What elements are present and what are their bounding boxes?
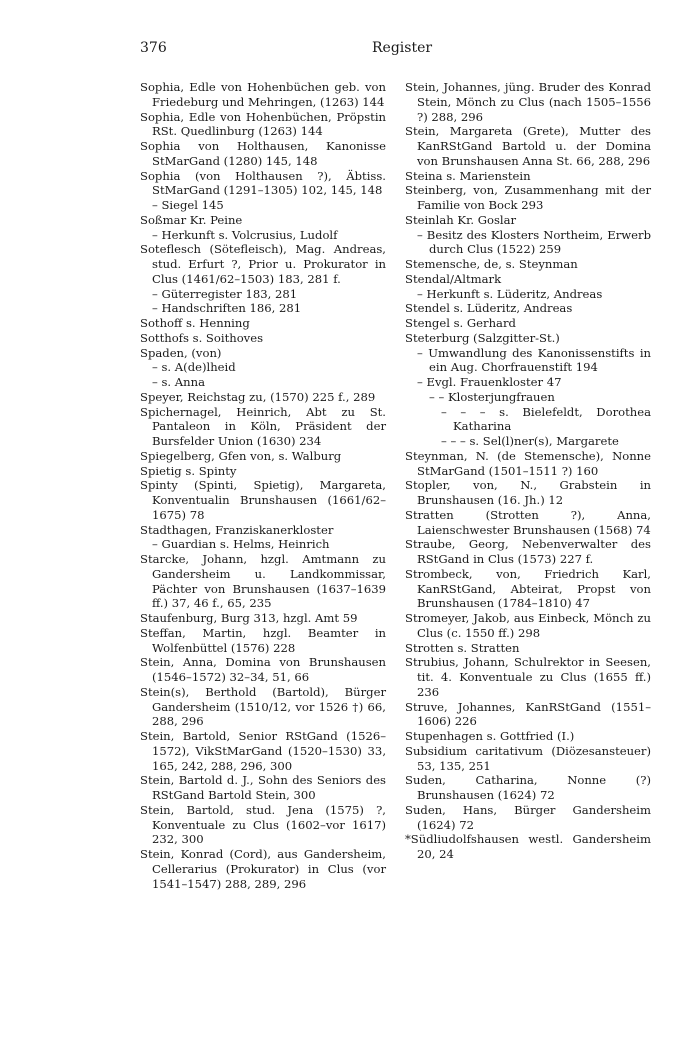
index-entry: Stopler, von, N., Grabstein in Brunshausen (16. Jh.) 12 xyxy=(405,478,651,507)
index-entry: Stromeyer, Jakob, aus Einbeck, Mönch zu Clus (c. 1550 ff.) 298 xyxy=(405,611,651,640)
index-entry: Stein, Anna, Domina von Brunshausen (1546–1572) 32–34, 51, 66 xyxy=(140,655,386,684)
index-entry: Stadthagen, Franziskanerkloster xyxy=(140,522,334,537)
index-entry: Stein, Bartold d. J., Sohn des Seniors des RStGand Bartold Stein, 300 xyxy=(140,773,386,802)
index-entry: Stein, Bartold, Senior RStGand (1526–1572), VikStMarGand (1520–1530) 33, 165, 242, 288, 296, 300 xyxy=(140,729,386,773)
index-entry: Stein, Konrad (Cord), aus Gandersheim, Cellerarius (Prokurator) in Clus (vor 1541–1547) 288, 289, 296 xyxy=(140,847,386,891)
index-entry: Starcke, Johann, hzgl. Amtmann zu Gandersheim u. Landkommissar, Pächter von Brunshausen (1637–1639 ff.) 37, 46 f., 65, 235 xyxy=(140,552,386,611)
index-entry: – s. A(de)lheid xyxy=(152,360,236,375)
index-entry: Strubius, Johann, Schulrektor in Seesen, tit. 4. Konventuale zu Clus (1655 ff.) 236 xyxy=(405,655,651,699)
index-entry: Steinberg, von, Zusammenhang mit der Familie von Bock 293 xyxy=(405,183,651,212)
index-entry: Strotten s. Stratten xyxy=(405,640,520,655)
index-entry: Steterburg (Salzgitter-St.) xyxy=(405,330,560,345)
index-entry: Stendel s. Lüderitz, Andreas xyxy=(405,301,573,316)
index-entry: Stupenhagen s. Gottfried (I.) xyxy=(405,729,575,743)
index-entry: Spietig s. Spinty xyxy=(140,463,237,478)
index-entry: – Güterregister 183, 281 xyxy=(152,286,298,301)
index-entry: – Guardian s. Helms, Heinrich xyxy=(152,537,330,552)
index-entry: Steynman, N. (de Stemensche), Nonne StMarGand (1501–1511 ?) 160 xyxy=(405,448,651,478)
index-entry: Suden, Hans, Bürger Gandersheim (1624) 72 xyxy=(405,802,651,832)
page-number: 376 xyxy=(140,40,167,56)
index-column-right xyxy=(405,80,651,862)
index-entry: Stendal/Altmark xyxy=(405,271,502,286)
index-entry: Suden, Catharina, Nonne (?) Brunshausen (1624) 72 xyxy=(405,773,651,802)
index-entry: – s. Anna xyxy=(152,375,206,389)
index-entry: Stein, Bartold, stud. Jena (1575) ?, Konventuale zu Clus (1602–vor 1617) 232, 300 xyxy=(140,802,386,847)
index-entry: Steinlah Kr. Goslar xyxy=(405,212,517,227)
index-column-left xyxy=(140,80,386,891)
index-entry: *Südliudolfshausen westl. Gandersheim 20, 24 xyxy=(405,832,651,861)
index-entry: Sophia, Edle von Hohenbüchen, Pröpstin RSt. Quedlinburg (1263) 144 xyxy=(140,109,386,139)
index-entry: Stengel s. Gerhard xyxy=(405,316,516,330)
index-entry: – – Klosterjungfrauen xyxy=(429,389,555,404)
index-entry: Soßmar Kr. Peine xyxy=(140,212,243,227)
index-entry: Steina s. Marienstein xyxy=(405,168,531,183)
index-entry: Stein(s), Berthold (Bartold), Bürger Gandersheim (1510/12, vor 1526 †) 66, 288, 296 xyxy=(140,684,386,729)
index-entry: – Herkunft s. Lüderitz, Andreas xyxy=(417,286,603,301)
index-entry: – – – s. Bielefeldt, Dorothea Katharina xyxy=(441,404,651,434)
index-entry: Sophia von Holthausen, Kanonisse StMarGand (1280) 145, 148 xyxy=(140,139,386,168)
index-entry: Struve, Johannes, KanRStGand (1551–1606) 226 xyxy=(405,699,651,729)
index-entry: Sotthofs s. Soithoves xyxy=(140,330,264,345)
index-entry: Strombeck, von, Friedrich Karl, KanRStGand, Abteirat, Propst von Brunshausen (1784–1810) 47 xyxy=(405,566,651,611)
index-entry: – Handschriften 186, 281 xyxy=(152,301,302,316)
index-entry: Speyer, Reichstag zu, (1570) 225 f., 289 xyxy=(140,389,376,404)
index-entry: Staufenburg, Burg 313, hzgl. Amt 59 xyxy=(140,611,358,625)
index-entry: Stein, Margareta (Grete), Mutter des KanRStGand Bartold u. der Domina von Brunshausen Anna St. 66, 288, 296 xyxy=(405,124,651,168)
index-entry: Spinty (Spinti, Spietig), Margareta, Konventualin Brunshausen (1661/62–1675) 78 xyxy=(140,478,386,522)
index-entry: – Umwandlung des Kanonissenstifts in ein Aug. Chorfrauenstift 194 xyxy=(417,345,651,375)
index-entry: – Besitz des Klosters Northeim, Erwerb durch Clus (1522) 259 xyxy=(417,227,651,257)
index-entry: Stemensche, de, s. Steynman xyxy=(405,257,578,271)
index-entry: – Evgl. Frauenkloster 47 xyxy=(417,375,562,389)
index-entry: Straube, Georg, Nebenverwalter des RStGand in Clus (1573) 227 f. xyxy=(405,537,651,566)
index-entry: Stratten (Strotten ?), Anna, Laienschwester Brunshausen (1568) 74 xyxy=(405,507,651,537)
index-entry: Sothoff s. Henning xyxy=(140,316,250,330)
index-entry: Spichernagel, Heinrich, Abt zu St. Pantaleon in Köln, Präsident der Bursfelder Union (1630) 234 xyxy=(140,404,386,448)
index-entry: Stein, Johannes, jüng. Bruder des Konrad Stein, Mönch zu Clus (nach 1505–1556 ?) 288, 296 xyxy=(405,80,651,124)
index-entry: Spiegelberg, Gfen von, s. Walburg xyxy=(140,448,342,463)
index-entry: Steffan, Martin, hzgl. Beamter in Wolfenbüttel (1576) 228 xyxy=(140,625,386,655)
index-entry: Sophia, Edle von Hohenbüchen geb. von Friedeburg und Mehringen, (1263) 144 xyxy=(140,80,386,109)
running-head: Register xyxy=(372,40,433,56)
index-entry: – Herkunft s. Volcrusius, Ludolf xyxy=(152,227,338,242)
index-entry: Soteflesch (Sötefleisch), Mag. Andreas, stud. Erfurt ?, Prior u. Prokurator in Clus (1461/62–1503) 183, 281 f. xyxy=(140,242,386,286)
index-entry: – Siegel 145 xyxy=(152,198,224,212)
index-entry: – – – s. Sel(l)ner(s), Margarete xyxy=(441,434,619,448)
index-entry: Spaden, (von) xyxy=(140,345,222,360)
page-header xyxy=(140,40,652,60)
index-entry: Sophia (von Holthausen ?), Äbtiss. StMarGand (1291–1305) 102, 145, 148 xyxy=(140,168,386,198)
index-entry: Subsidium caritativum (Diözesansteuer) 53, 135, 251 xyxy=(405,743,651,773)
